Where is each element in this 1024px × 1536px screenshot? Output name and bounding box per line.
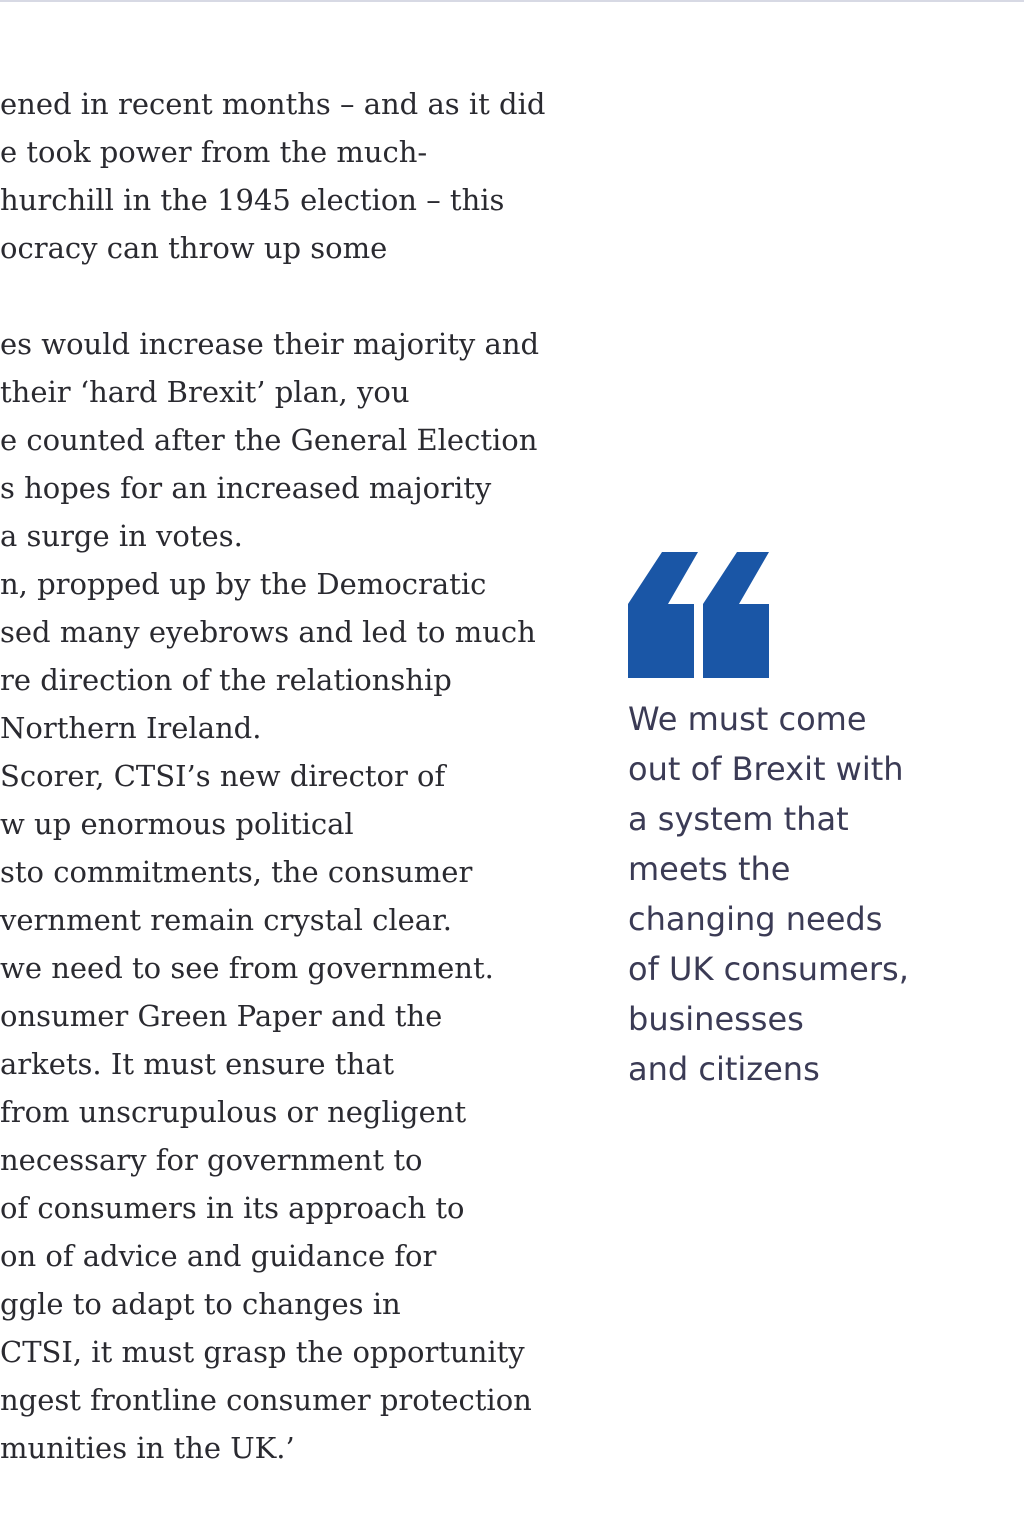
top-rule [0,0,1024,2]
article-line: of consumers in its approach to [0,1191,465,1225]
article-line: ened in recent months – and as it did [0,87,546,121]
quote-line: businesses [628,1000,804,1038]
article-line: sed many eyebrows and led to much [0,615,536,649]
quote-line: out of Brexit with [628,750,904,788]
article-line: Northern Ireland. [0,711,262,745]
article-body [0,80,600,1472]
article-line: s hopes for an increased majority [0,471,492,505]
quote-line: a system that [628,800,849,838]
paragraph-gap [0,272,600,320]
article-line: e counted after the General Election [0,423,538,457]
quote-line: and citizens [628,1050,820,1088]
article-line: e took power from the much- [0,135,428,169]
article-line: necessary for government to [0,1143,423,1177]
article-line: ocracy can throw up some [0,231,388,265]
article-line: re direction of the relationship [0,663,452,697]
quote-mark-icon [628,552,773,678]
quote-mark-right [703,552,769,678]
article-line: n, propped up by the Democratic [0,567,487,601]
quote-line: changing needs [628,900,883,938]
quote-line: meets the [628,850,791,888]
pull-quote [628,552,988,1094]
article-line: ngest frontline consumer protection [0,1383,532,1417]
article-line: we need to see from government. [0,951,494,985]
article-line: sto commitments, the consumer [0,855,473,889]
article-line: hurchill in the 1945 election – this [0,183,505,217]
quote-line: We must come [628,700,867,738]
article-line: Scorer, CTSI’s new director of [0,759,446,793]
article-line: CTSI, it must grasp the opportunity [0,1335,525,1369]
article-line: on of advice and guidance for [0,1239,437,1273]
article-line: a surge in votes. [0,519,243,553]
article-line: es would increase their majority and [0,327,540,361]
article-line: w up enormous political [0,807,354,841]
article-line: munities in the UK.’ [0,1431,295,1465]
article-line: onsumer Green Paper and the [0,999,443,1033]
article-line: ggle to adapt to changes in [0,1287,401,1321]
article-line: vernment remain crystal clear. [0,903,452,937]
quote-line: of UK consumers, [628,950,909,988]
article-line: their ‘hard Brexit’ plan, you [0,375,410,409]
article-line: arkets. It must ensure that [0,1047,395,1081]
quote-mark-left [628,552,698,678]
article-line: from unscrupulous or negligent [0,1095,467,1129]
